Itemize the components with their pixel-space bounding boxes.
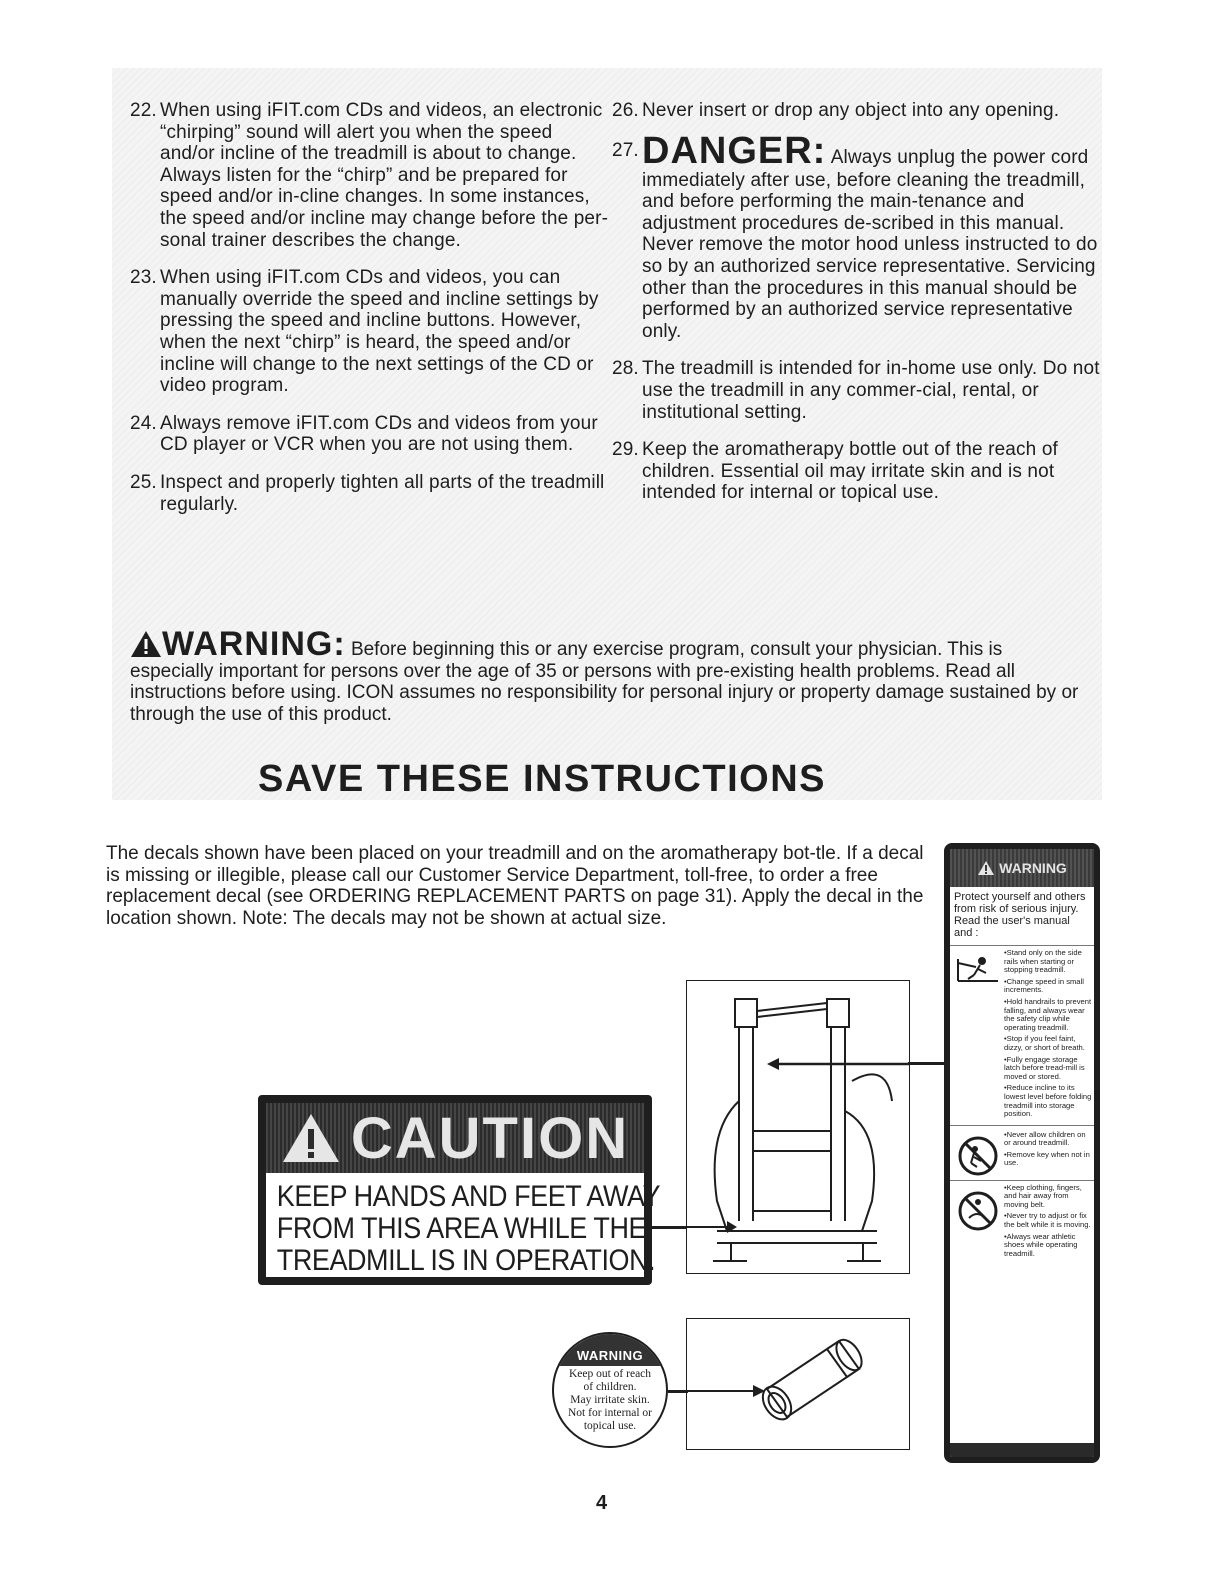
caution-decal bbox=[258, 1095, 661, 1285]
side-decal-section bbox=[950, 946, 1094, 1126]
safety-column-right bbox=[612, 100, 1102, 520]
side-decal-rule: •Always wear athletic shoes while operating treadmill. bbox=[1004, 1231, 1078, 1258]
item-text: Keep the aromatherapy bottle out of the reach of children. Essential oil may irritate skin and is not intended for internal or topical use. bbox=[642, 439, 1058, 504]
safety-item-25 bbox=[130, 472, 610, 515]
warning-text: Before beginning this or any exercise program, consult your physician. This is especially important for persons over the age of 35 or persons with pre-existing health problems. Read all instructions before using. ICON assumes no responsibility for personal injury or property damage sustained by or through the use of this product. bbox=[130, 639, 1079, 725]
save-instructions-heading: SAVE THESE INSTRUCTIONS bbox=[258, 758, 826, 800]
bottle-warning-title: WARNING bbox=[554, 1334, 666, 1366]
bottle-warning-line: topical use. bbox=[583, 1420, 637, 1432]
bottle-drawing bbox=[687, 1319, 909, 1449]
item-text: When using iFIT.com CDs and videos, an electronic “chirping” sound will alert you when the speed and/or incline of the treadmill is about to change. Always listen for the “chirp” and be prepared for speed and/or in-cline changes. In some instances, the speed and/or incline may change before the per-sonal trainer describes the change. bbox=[160, 100, 609, 251]
danger-text: Always unplug the power cord immediately after use, before cleaning the treadmill, and before performing the main-tenance and adjustment procedures de-scribed in this manual. Never remove the motor hood unless instructed to do so by an authorized service representative. Servicing other than the procedures in this manual should be performed by an authorized service representative only. bbox=[642, 146, 1098, 342]
caution-line: FROM THIS AREA WHILE THE bbox=[276, 1212, 647, 1245]
item-number: 22. bbox=[130, 100, 157, 121]
item-text: Always remove iFIT.com CDs and videos from your CD player or VCR when you are not using them. bbox=[160, 412, 598, 456]
safety-item-28 bbox=[612, 358, 1102, 423]
side-decal-section bbox=[950, 1126, 1094, 1181]
side-decal-rule: •Change speed in small increments. bbox=[1004, 976, 1084, 995]
item-number: 26. bbox=[612, 100, 639, 121]
page-number: 4 bbox=[596, 1492, 608, 1514]
treadmill-drawing bbox=[687, 981, 909, 1273]
item-text: When using iFIT.com CDs and videos, you can manually override the speed and incline settings by pressing the speed and incline buttons. However, when the next “chirp” is heard, the speed and/or incline will change to the next settings of the CD or video program. bbox=[160, 267, 599, 397]
side-decal-rule: •Hold handrails to prevent falling, and always wear the safety clip while operating treadmill. bbox=[1004, 996, 1092, 1032]
side-decal-intro: Protect yourself and others from risk of serious injury. Read the user's manual and : bbox=[950, 887, 1094, 946]
entanglement-icon bbox=[957, 1190, 999, 1232]
side-decal-connector bbox=[908, 1062, 948, 1065]
no-children-icon bbox=[957, 1135, 999, 1177]
side-decal-rule: •Stand only on the side rails when starting or stopping treadmill. bbox=[1004, 948, 1082, 975]
decal-intro-text: The decals shown have been placed on your treadmill and on the aromatherapy bot-tle. If a decal is missing or illegible, please call our Customer Service Department, toll-free, to order a free replacement decal (see ORDERING REPLACEMENT PARTS on page 31). Apply the decal in the location shown. Note: The decals may not be shown at actual size. bbox=[106, 843, 924, 929]
item-number: 23. bbox=[130, 267, 157, 289]
side-decal-footer-bar bbox=[950, 1443, 1094, 1457]
side-decal-rule: •Never allow children on or around treadmill. bbox=[1004, 1129, 1086, 1148]
warning-label: WARNING: bbox=[162, 625, 346, 663]
safety-item-26 bbox=[612, 100, 1102, 122]
side-decal-rule: •Stop if you feel faint, dizzy, or short of breath. bbox=[1004, 1034, 1085, 1052]
bottle-warning-line: of children. bbox=[583, 1381, 637, 1393]
side-decal-title: WARNING bbox=[999, 860, 1067, 876]
bottle-warning-decal bbox=[552, 1332, 668, 1448]
item-text: The treadmill is intended for in-home use only. Do not use the treadmill in any commer-cial, rental, or institutional setting. bbox=[642, 358, 1100, 423]
item-text: Never insert or drop any object into any opening. bbox=[642, 100, 1060, 121]
side-decal-rule: •Never try to adjust or fix the belt while it is moving. bbox=[1004, 1211, 1091, 1230]
item-number: 25. bbox=[130, 471, 157, 493]
item-text: Inspect and properly tighten all parts of the treadmill regularly. bbox=[160, 471, 605, 515]
side-decal-rule: •Fully engage storage latch before tread-mill is moved or stored. bbox=[1004, 1054, 1085, 1081]
caution-title: CAUTION bbox=[350, 1105, 630, 1171]
danger-label: DANGER: bbox=[642, 129, 827, 172]
side-warning-decal bbox=[944, 843, 1100, 1463]
side-decal-rule: •Reduce incline to its lowest level before folding treadmill into storage position. bbox=[1004, 1083, 1092, 1119]
bottle-decal-connector bbox=[668, 1390, 688, 1393]
side-decal-rule: •Keep clothing, fingers, and hair away from moving belt. bbox=[1004, 1182, 1082, 1209]
general-warning bbox=[130, 625, 1090, 725]
bottle-warning-line: Not for internal or bbox=[568, 1407, 652, 1419]
warning-triangle-icon bbox=[130, 630, 162, 658]
side-decal-section bbox=[950, 1181, 1094, 1265]
safety-item-22 bbox=[130, 100, 610, 251]
safety-column-left bbox=[130, 100, 610, 531]
safety-item-27-danger bbox=[612, 129, 1102, 343]
warning-triangle-icon bbox=[977, 860, 995, 876]
caution-line: TREADMILL IS IN OPERATION. bbox=[276, 1244, 656, 1277]
item-number: 28. bbox=[612, 358, 639, 380]
caution-line: KEEP HANDS AND FEET AWAY bbox=[276, 1180, 661, 1213]
bottle-warning-line: Keep out of reach bbox=[568, 1368, 652, 1380]
bottle-warning-line: May irritate skin. bbox=[570, 1394, 650, 1406]
item-number: 29. bbox=[612, 439, 639, 461]
item-number: 24. bbox=[130, 412, 157, 434]
aromatherapy-bottle-illustration bbox=[686, 1318, 910, 1450]
side-decal-rule: •Remove key when not in use. bbox=[1004, 1149, 1090, 1168]
safety-item-24 bbox=[130, 413, 610, 456]
item-number: 27. bbox=[612, 139, 639, 161]
safety-item-29 bbox=[612, 439, 1102, 504]
caution-triangle-icon bbox=[281, 1112, 341, 1164]
treadmill-illustration bbox=[686, 980, 910, 1274]
safety-item-23 bbox=[130, 267, 610, 397]
treadmill-user-icon bbox=[956, 955, 1000, 985]
